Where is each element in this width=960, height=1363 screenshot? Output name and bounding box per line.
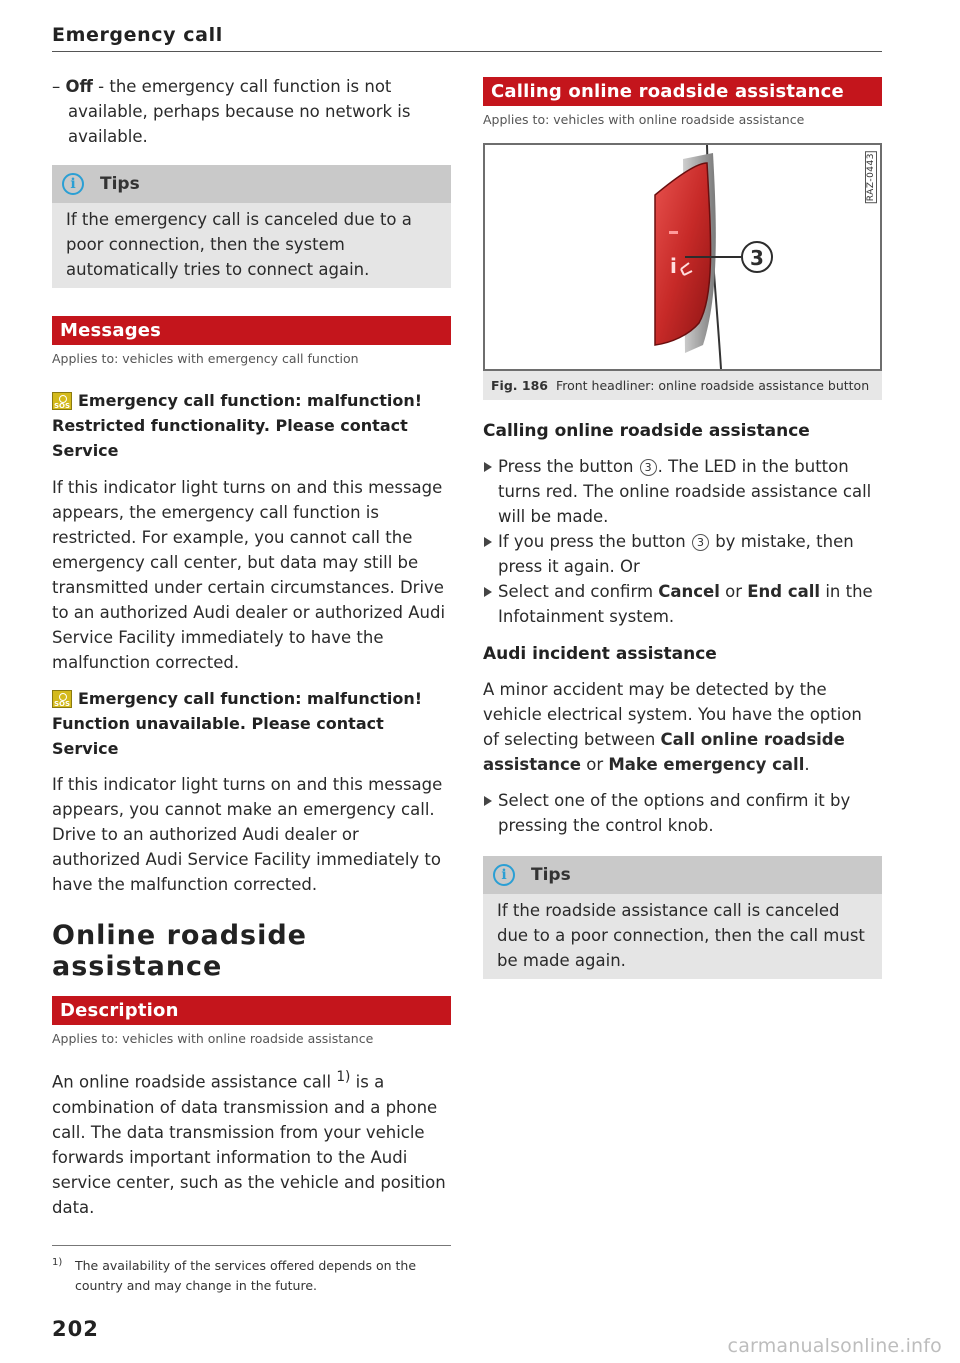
message-1-title-text: Emergency call function: malfunction! Restricted functionality. Please contact Service [52, 391, 423, 460]
make-emergency-term: Make emergency call [608, 755, 805, 774]
sos-warning-icon: SOS [52, 690, 72, 708]
message-2-title [52, 686, 451, 761]
step-2-text: If you press the button [498, 532, 691, 551]
end-call-term: End call [747, 582, 821, 601]
calling-applies: Applies to: vehicles with online roadside assistance [483, 112, 805, 127]
calling-steps [483, 454, 882, 629]
left-column [52, 74, 451, 1220]
footnote-ref: 1) [336, 1069, 351, 1085]
incident-end: . [804, 755, 810, 774]
headliner-button-illustration [485, 145, 880, 369]
messages-bar: Messages [52, 316, 451, 345]
messages-applies: Applies to: vehicles with emergency call function [52, 351, 359, 366]
info-icon: i [62, 173, 84, 195]
incident-body [483, 677, 882, 777]
figure-caption-text: Front headliner: online roadside assistance button [555, 378, 870, 393]
off-text: - the emergency call function is not available, perhaps because no network is available. [68, 77, 411, 146]
message-2-body: If this indicator light turns on and this message appears, you cannot make an emergency call. Drive to an authorized Audi dealer or authorized Audi Service Facility immediately to have the malfunction corrected. [52, 775, 443, 894]
step-2-text-cont: by mistake, then press it again. Or [498, 532, 854, 576]
tips-box-2 [483, 856, 882, 979]
step-4: Select one of the options and confirm it by pressing the control knob. [483, 788, 882, 838]
cancel-term: Cancel [658, 582, 720, 601]
tips-body: If the emergency call is canceled due to a poor connection, then the system automatically tries to connect again. [66, 210, 412, 279]
running-head: Emergency call [52, 24, 223, 46]
figure-caption [483, 371, 882, 400]
figure-label: Fig. 186 [491, 378, 548, 393]
tips-header [483, 856, 882, 894]
section-title: Online roadside assistance [52, 920, 307, 982]
off-label: Off [65, 77, 93, 96]
tips-label: Tips [100, 174, 140, 194]
tips-body: If the roadside assistance call is canceled due to a poor connection, then the call must be made again. [497, 901, 865, 970]
figure-186 [483, 143, 882, 371]
right-column [483, 77, 882, 979]
footnote-rule [52, 1245, 451, 1246]
callout-number: 3 [750, 246, 764, 270]
step-1 [483, 454, 882, 529]
description-text: An online roadside assistance call [52, 1072, 337, 1092]
step-2 [483, 529, 882, 579]
page-number: 202 [52, 1317, 99, 1341]
incident-text: A minor accident may be detected by the vehicle electrical system. You have the option of selecting between [483, 680, 862, 749]
header-rule [52, 51, 882, 52]
description-text-cont: is a combination of data transmission and a phone call. The data transmission from your vehicle forwards important information to the Audi service center, such as the vehicle and position data. [52, 1072, 446, 1217]
incident-or: or [581, 755, 609, 774]
description-bar: Description [52, 996, 451, 1025]
message-1-body: If this indicator light turns on and this message appears, the emergency call function is restricted. For example, you cannot call the emergency call center, but data may still be transmitted under certain circumstances. Drive to an authorized Audi dealer or authorized Audi Service Facility immediately to have the malfunction corrected. [52, 478, 446, 672]
incident-steps [483, 788, 882, 838]
call-roadside-term: Call online roadside assistance [483, 730, 845, 774]
step-3-text-cont: in the Infotainment system. [498, 582, 873, 626]
button-3-ref: 3 [692, 534, 709, 551]
figure-id: RAZ-0443 [866, 153, 876, 202]
message-2-title-text: Emergency call function: malfunction! Function unavailable. Please contact Service [52, 689, 423, 758]
info-icon: i [493, 864, 515, 886]
tips-header [52, 165, 451, 203]
heading-incident: Audi incident assistance [483, 644, 717, 664]
step-3-or: or [719, 582, 748, 601]
off-item: – Off - the emergency call function is not available, perhaps because no network is available. [52, 77, 411, 146]
sos-warning-icon: SOS [52, 392, 72, 410]
step-3 [483, 579, 882, 629]
footnote-text: The availability of the services offered depends on the country and may change in the future. [75, 1258, 417, 1293]
footnote-mark: 1) [52, 1257, 63, 1268]
footnote [52, 1256, 451, 1296]
step-1-text: Press the button [498, 457, 639, 476]
button-3-ref: 3 [640, 459, 657, 476]
svg-text:i: i [670, 254, 677, 278]
step-3-text: Select and confirm [498, 582, 659, 601]
calling-bar: Calling online roadside assistance [483, 77, 882, 106]
watermark: carmanualsonline.info [727, 1335, 942, 1357]
message-1-title [52, 388, 451, 463]
description-body [52, 1065, 451, 1220]
step-1-text-cont: . The LED in the button turns red. The online roadside assistance call will be made. [498, 457, 872, 526]
led-indicator [669, 231, 678, 234]
tips-box-1 [52, 165, 451, 288]
description-applies: Applies to: vehicles with online roadside assistance [52, 1031, 374, 1046]
tips-label: Tips [531, 865, 571, 885]
heading-calling: Calling online roadside assistance [483, 421, 810, 441]
